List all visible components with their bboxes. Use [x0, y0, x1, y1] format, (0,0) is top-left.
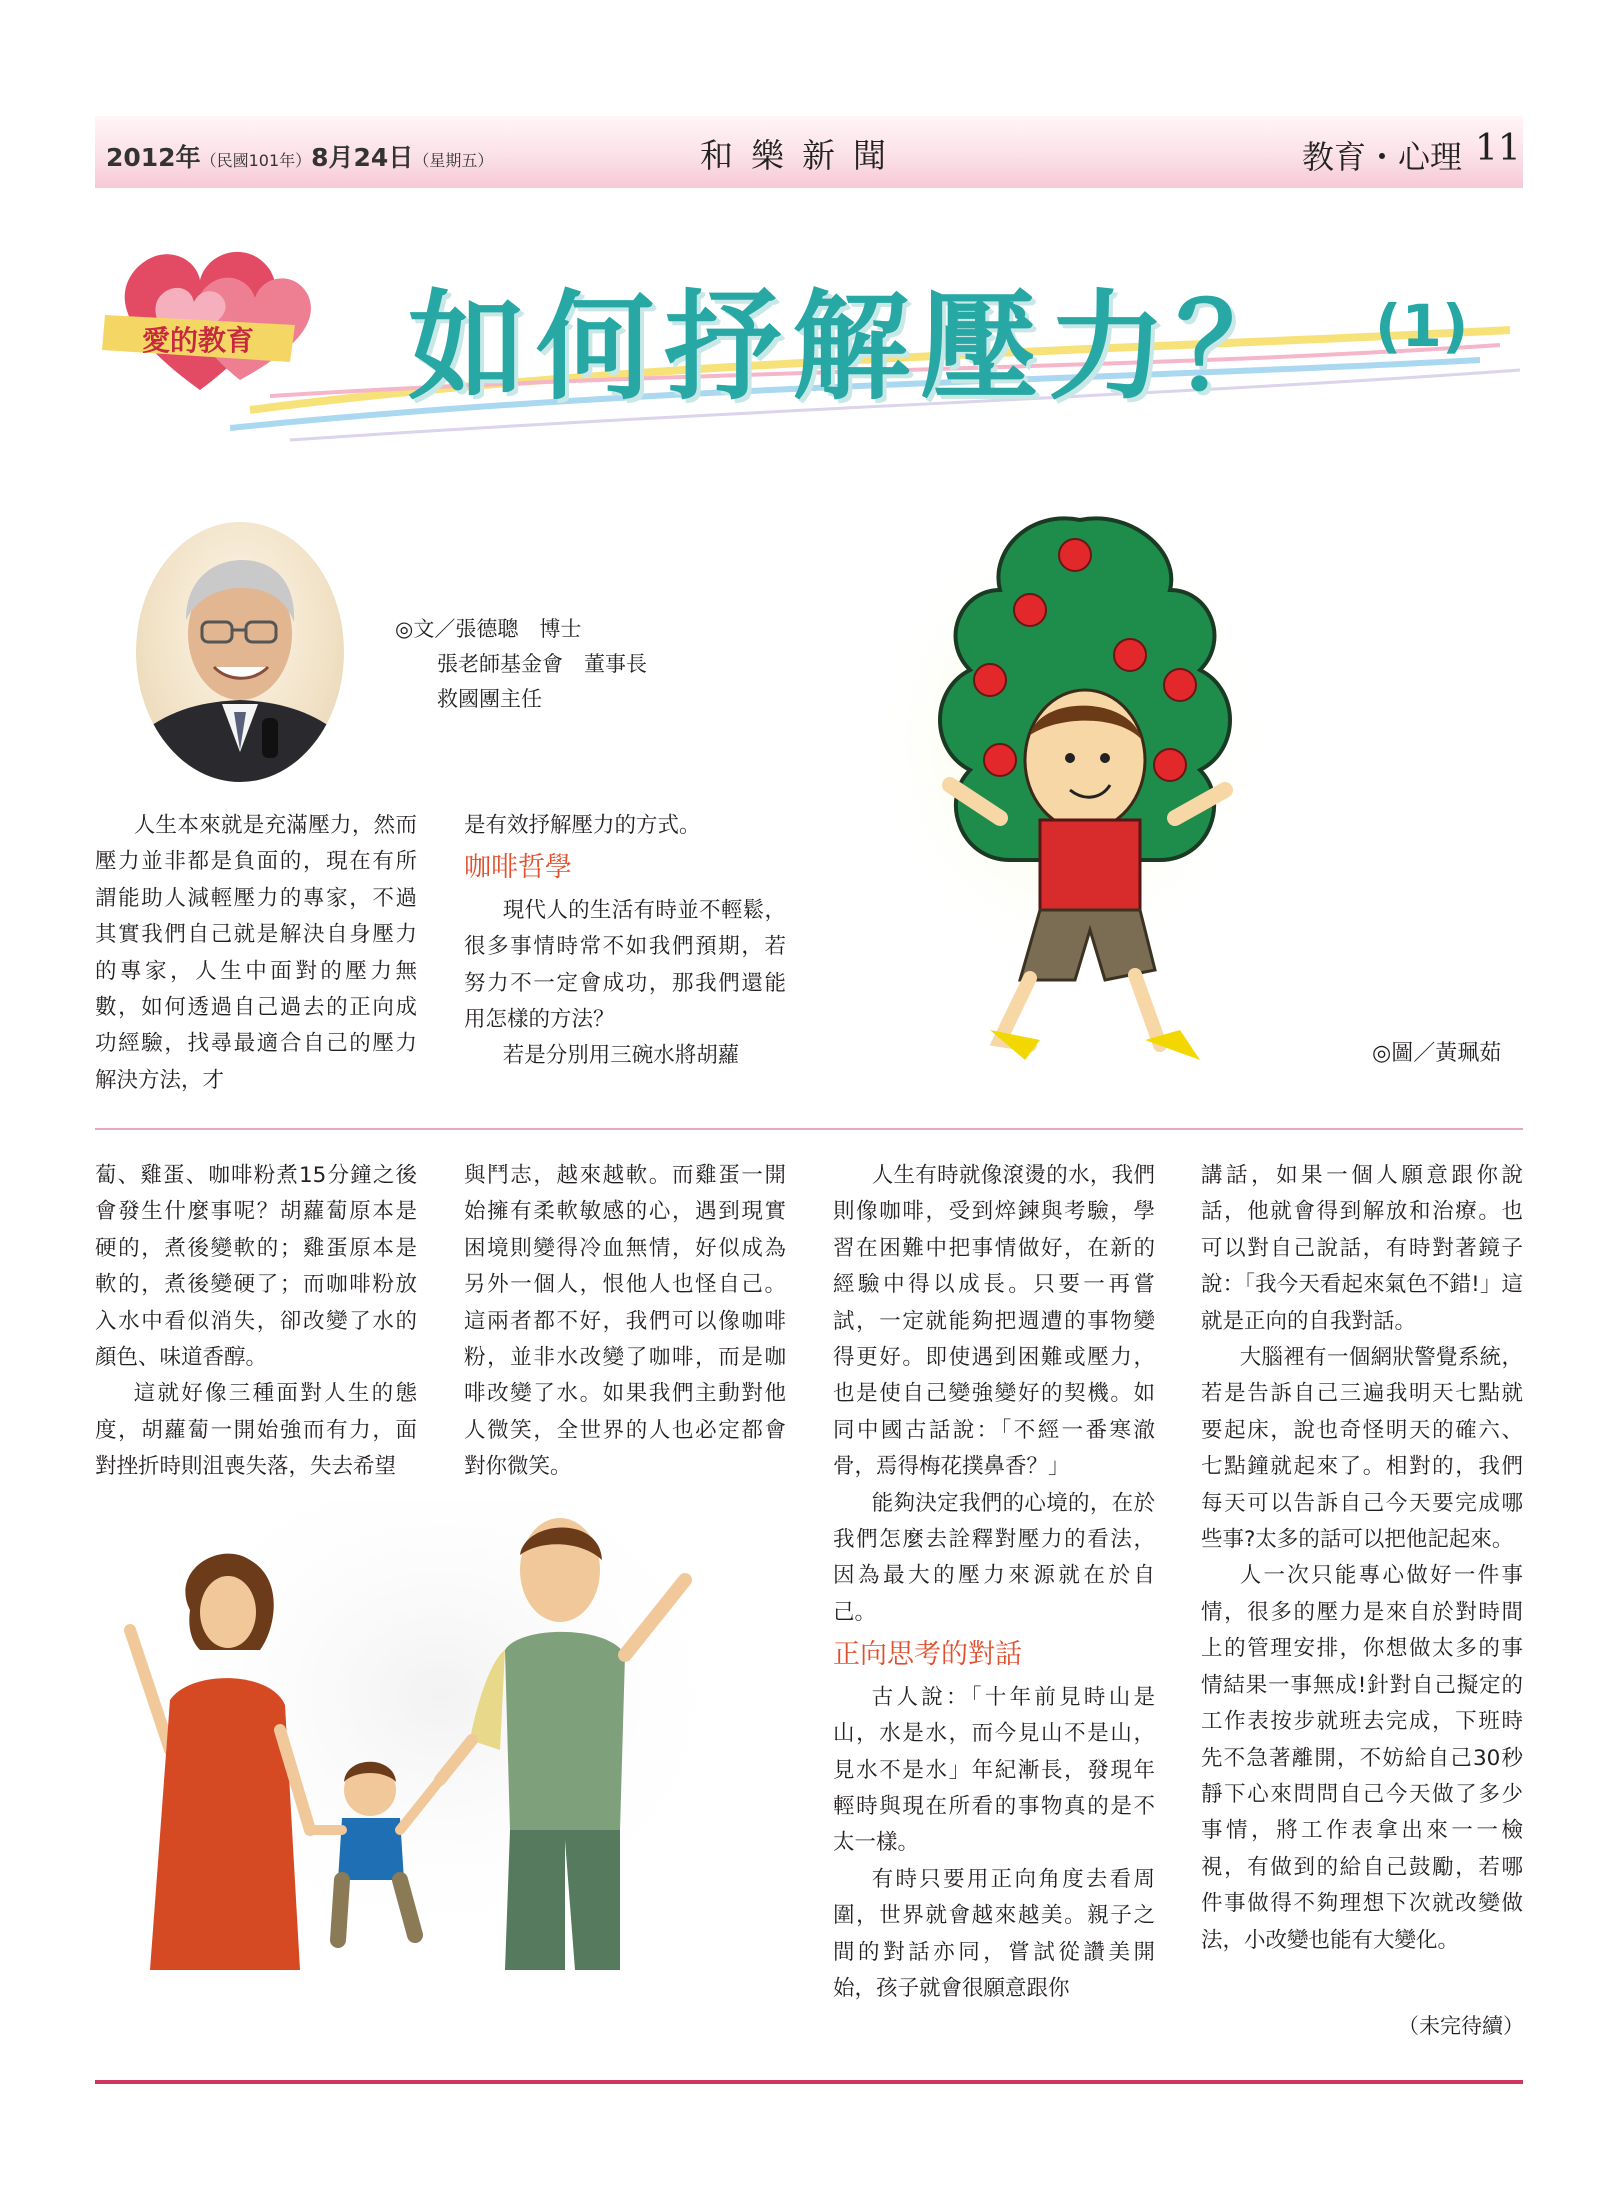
portrait-drawing	[136, 522, 344, 782]
column-bottom-4	[1201, 1158, 1523, 1959]
date-roc: （民國101年）	[200, 151, 312, 170]
date-month-day: 8月24日	[311, 143, 414, 172]
author-title-1: 張老師基金會 董事長	[395, 652, 647, 676]
section-divider	[95, 1128, 1523, 1130]
article-part-number: (1)	[1375, 292, 1469, 360]
paragraph: 有時只要用正向角度去看周圍，世界就會越來越美。親子之間的對話亦同，嘗試從讚美開始，孩子就會很願意跟你	[833, 1866, 1155, 2001]
paragraph: 講話，如果一個人願意跟你說話，他就會得到解放和治療。也可以對自己說話，有時對著鏡子說：「我今天看起來氣色不錯!」這就是正向的自我對話。	[1201, 1163, 1523, 1334]
heart-badge-icon	[90, 220, 330, 410]
paragraph: 人生有時就像滾燙的水，我們則像咖啡，受到焠鍊與考驗，學習在困難中把事情做好，在新的經驗中得以成長。只要一再嘗試，一定就能夠把週遭的事物變得更好。即使遇到困難或壓力，也是使自己變強變好的契機。如同中國古話說：「不經一番寒澈骨，焉得梅花撲鼻香？」	[833, 1163, 1155, 1480]
paragraph: 現代人的生活有時並不輕鬆，很多事情時常不如我們預期，若努力不一定會成功，那我們還能用怎樣的方法？	[464, 897, 786, 1033]
paragraph: 人生本來就是充滿壓力，然而壓力並非都是負面的，現在有所謂能助人減輕壓力的專家，不過其實我們自己就是解決自身壓力的專家，人生中面對的壓力無數，如何透過自己過去的正向成功經驗，找尋最適合自己的壓力解決方法，才	[95, 813, 417, 1093]
section-name: 教育・心理	[1302, 138, 1463, 176]
author-portrait	[136, 522, 344, 782]
column-top-1	[95, 808, 417, 1099]
paragraph: 若是分別用三碗水將胡蘿	[502, 1043, 740, 1069]
paragraph: 蔔、雞蛋、咖啡粉煮15分鐘之後會發生什麼事呢？胡蘿蔔原本是硬的，煮後變軟的；雞蛋原本是軟的，煮後變硬了；而咖啡粉放入水中看似消失，卻改變了水的顏色、味道香醇。	[95, 1163, 417, 1371]
paragraph: 大腦裡有一個網狀警覺系統，若是告訴自己三遍我明天七點就要起床，說也奇怪明天的確六、七點鐘就起來了。相對的，我們每天可以告訴自己今天要完成哪些事?太多的話可以把他記起來。	[1201, 1345, 1523, 1553]
date-year: 2012年	[106, 143, 201, 172]
to-be-continued: （未完待續）	[1398, 2014, 1524, 2038]
column-bottom-2	[464, 1158, 786, 1486]
date-weekday: （星期五）	[413, 151, 494, 170]
paragraph: 是有效抒解壓力的方式。	[464, 813, 701, 838]
author-title-2: 救國團主任	[395, 687, 542, 711]
illustration-credit: ◎圖／黃珮茹	[1372, 1041, 1502, 1066]
article-title: 如何抒解壓力？	[408, 278, 1305, 416]
footer-rule	[95, 2080, 1523, 2084]
paragraph: 能夠決定我們的心境的，在於我們怎麼去詮釋對壓力的看法，因為最大的壓力來源就在於自己。	[833, 1490, 1155, 1625]
column-top-2	[464, 808, 786, 1075]
author-name: ◎文／張德聰 博士	[395, 617, 582, 641]
newspaper-name: 和樂新聞	[700, 136, 904, 175]
page-number: 11	[1475, 128, 1521, 169]
section-heading-coffee: 咖啡哲學	[464, 852, 572, 884]
paragraph: 與鬥志，越來越軟。而雞蛋一開始擁有柔軟敏感的心，遇到現實困境則變得冷血無情，好似成為另外一個人，恨他人也怪自己。這兩者都不好，我們可以像咖啡粉，並非水改變了咖啡，而是咖啡改變了水。如果我們主動對他人微笑，全世界的人也必定都會對你微笑。	[464, 1163, 786, 1480]
tree-costume-boy-illustration	[880, 500, 1300, 1080]
column-bottom-1	[95, 1158, 417, 1486]
issue-date	[106, 138, 493, 174]
column-bottom-3	[833, 1158, 1155, 2007]
paragraph: 古人說：「十年前見時山是山，水是水，而今見山不是山，見水不是水」年紀漸長，發現年輕時與現在所看的事物真的是不太一樣。	[833, 1684, 1155, 1856]
section-heading-positive-dialogue: 正向思考的對話	[833, 1639, 1022, 1671]
paragraph: 人一次只能專心做好一件事情，很多的壓力是來自於對時間上的管理安排，你想做太多的事情結果一事無成!針對自己擬定的工作表按步就班去完成，下班時先不急著離開，不妨給自己30秒靜下心來問問自己今天做了多少事情，將工作表拿出來一一檢視，有做到的給自己鼓勵，若哪件事做得不夠理想下次就改變做法，小改變也能有大變化。	[1201, 1563, 1523, 1953]
family-illustration	[110, 1500, 790, 1980]
author-byline	[395, 612, 647, 717]
heart-badge-label: 愛的教育	[141, 324, 255, 357]
paragraph: 這就好像三種面對人生的態度，胡蘿蔔一開始強而有力，面對挫折時則沮喪失落，失去希望	[95, 1381, 417, 1480]
